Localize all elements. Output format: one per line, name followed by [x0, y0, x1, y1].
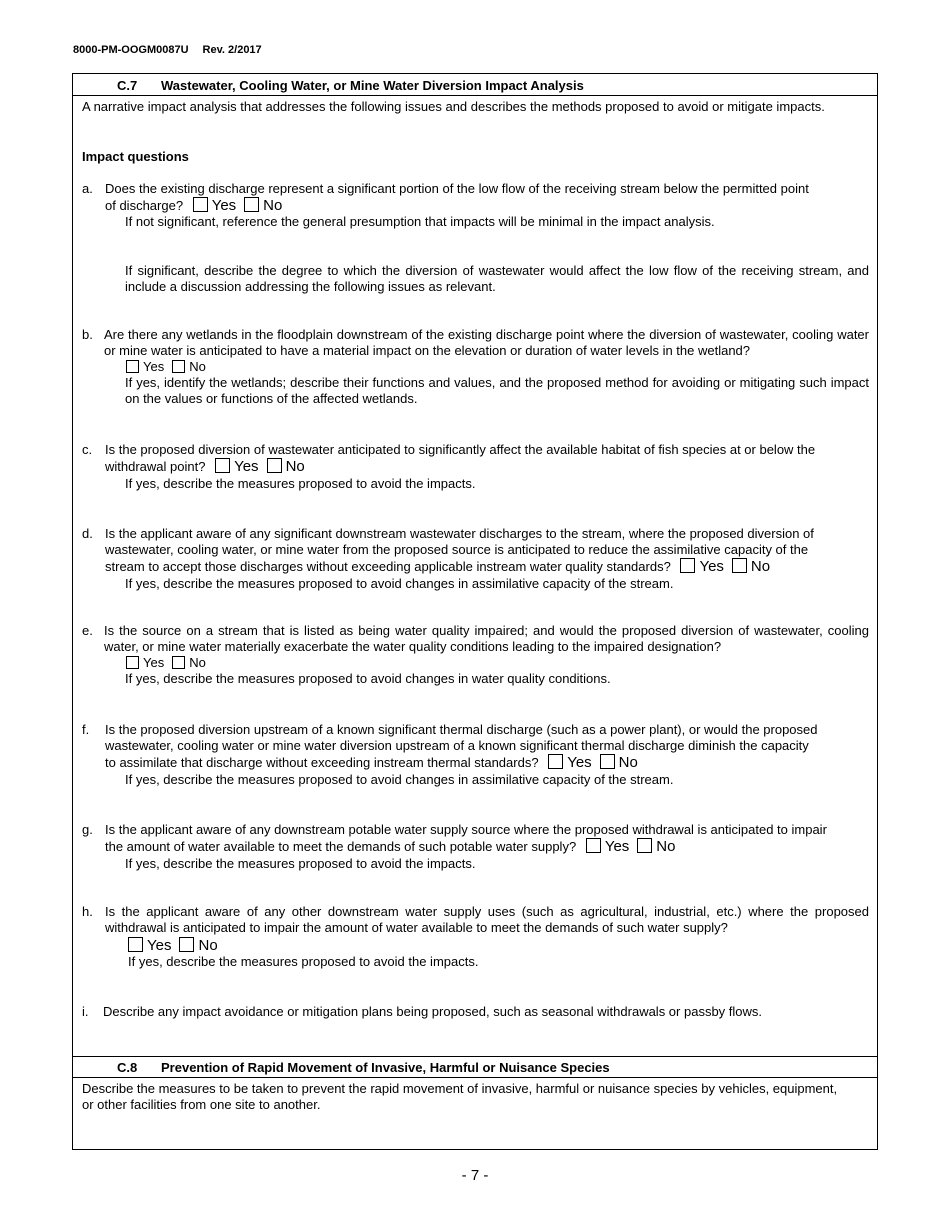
section-c8-text: Describe the measures to be taken to prevent the rapid movement of invasive, harmful or nuisance species by vehicles, equipment, or other facilities from one site to another.: [82, 1081, 838, 1112]
question-c-no-checkbox[interactable]: [267, 458, 282, 473]
question-e-letter: e.: [82, 623, 93, 638]
question-b-note: If yes, identify the wetlands; describe their functions and values, and the proposed method for avoiding or mitigating such impact on the values or functions of the affected wetlands.: [125, 375, 869, 406]
question-g-line2-row: [105, 838, 683, 855]
question-a-yes-label: Yes: [211, 197, 237, 214]
question-e-yes-label: Yes: [143, 655, 165, 670]
question-h-no-checkbox[interactable]: [179, 937, 194, 952]
question-f-note: If yes, describe the measures proposed to avoid changes in assimilative capacity of the stream.: [125, 772, 674, 787]
section-c8-title: Prevention of Rapid Movement of Invasive, Harmful or Nuisance Species: [161, 1060, 610, 1075]
section-c7-header: [73, 74, 877, 96]
question-d-yes-label: Yes: [699, 558, 724, 575]
impact-questions-heading: Impact questions: [82, 149, 189, 164]
question-h-yes-checkbox[interactable]: [128, 937, 143, 952]
question-g-letter: g.: [82, 822, 93, 837]
question-g-line2: the amount of water available to meet the demands of such potable water supply?: [105, 839, 577, 854]
question-a-letter: a.: [82, 181, 93, 196]
question-a-line1: Does the existing discharge represent a significant portion of the low flow of the receiving stream below the permitted point: [105, 181, 809, 196]
question-c-line2-row: [105, 458, 313, 475]
question-e-text: Is the source on a stream that is listed as being water quality impaired; and would the proposed diversion of wastewater, cooling water, or mine water materially exacerbate the water quality conditions leading to the impaired designation?: [104, 623, 869, 654]
question-e-no-checkbox[interactable]: [172, 656, 185, 669]
question-d-note: If yes, describe the measures proposed to avoid changes in assimilative capacity of the stream.: [125, 576, 674, 591]
question-d-line2: wastewater, cooling water, or mine water from the proposed source is anticipated to reduce the assimilative capacity of the: [105, 542, 809, 557]
question-h-letter: h.: [82, 904, 93, 919]
question-g-note: If yes, describe the measures proposed to avoid the impacts.: [125, 856, 476, 871]
question-d-line1: Is the applicant aware of any significant downstream wastewater discharges to the stream, where the proposed diversion of: [105, 526, 814, 541]
question-c-yes-label: Yes: [234, 458, 259, 475]
question-b-letter: b.: [82, 327, 93, 342]
question-c-line1: Is the proposed diversion of wastewater anticipated to significantly affect the available habitat of fish species at or below the: [105, 442, 816, 457]
question-a-line2-row: [105, 197, 869, 214]
question-c-no-label: No: [285, 458, 305, 475]
question-d-yes-checkbox[interactable]: [680, 558, 695, 573]
question-d-no-label: No: [750, 558, 771, 575]
section-c7-number: C.7: [117, 78, 138, 93]
question-a-line2: of discharge?: [105, 198, 184, 213]
question-f-letter: f.: [82, 722, 90, 737]
question-a-yes-checkbox[interactable]: [193, 197, 208, 212]
question-e-options: [126, 655, 214, 671]
question-b-yes-label: Yes: [143, 359, 165, 374]
section-c8-header: [73, 1056, 877, 1078]
question-a-note-significant: If significant, describe the degree to which the diversion of wastewater would affect the low flow of the receiving stream, and include a discussion addressing the following issues as relevant.: [125, 263, 869, 294]
question-f-no-checkbox[interactable]: [600, 754, 615, 769]
section-c7-intro: A narrative impact analysis that addresses the following issues and describes the methods proposed to avoid or mitigate impacts.: [82, 99, 825, 114]
question-h-no-label: No: [198, 937, 218, 954]
page-number: - 7 -: [461, 1167, 489, 1184]
question-i-text: Describe any impact avoidance or mitigation plans being proposed, such as seasonal withdrawals or passby flows.: [103, 1004, 763, 1019]
question-h-text: Is the applicant aware of any other downstream water supply uses (such as agricultural, industrial, etc.) where the proposed withdrawal is anticipated to impair the amount of water available to meet the demands of such water supply?: [105, 904, 869, 935]
question-c-line2: withdrawal point?: [105, 459, 206, 474]
question-f-line3-row: [105, 754, 646, 771]
question-b-options: [126, 359, 214, 375]
section-c7-title: Wastewater, Cooling Water, or Mine Water Diversion Impact Analysis: [161, 78, 584, 93]
question-f-line1: Is the proposed diversion upstream of a known significant thermal discharge (such as a power plant), or would the proposed: [105, 722, 818, 737]
question-e-yes-checkbox[interactable]: [126, 656, 139, 669]
question-e-note: If yes, describe the measures proposed to avoid changes in water quality conditions.: [125, 671, 611, 686]
question-d-line3: stream to accept those discharges without exceeding applicable instream water quality standards?: [105, 559, 671, 574]
question-g-line1: Is the applicant aware of any downstream potable water supply source where the proposed withdrawal is anticipated to impair: [105, 822, 827, 837]
form-header: [73, 44, 262, 56]
question-g-no-label: No: [656, 838, 676, 855]
question-b-yes-checkbox[interactable]: [126, 360, 139, 373]
question-d-letter: d.: [82, 526, 93, 541]
question-b-no-checkbox[interactable]: [172, 360, 185, 373]
section-c8-number: C.8: [117, 1060, 138, 1075]
question-c-note: If yes, describe the measures proposed to avoid the impacts.: [125, 476, 476, 491]
question-d-no-checkbox[interactable]: [732, 558, 747, 573]
question-c-letter: c.: [82, 442, 93, 457]
question-g-yes-label: Yes: [604, 838, 630, 855]
question-i-letter: i.: [82, 1004, 89, 1019]
question-b-text: Are there any wetlands in the floodplain downstream of the existing discharge point where the diversion of wastewater, cooling water or mine water is anticipated to have a material impact on the elevation or duration of water levels in the wetland?: [104, 327, 869, 358]
question-f-line3: to assimilate that discharge without exceeding instream thermal standards?: [105, 755, 539, 770]
question-d-line3-row: [105, 558, 778, 575]
form-id: 8000-PM-OOGM0087U: [73, 44, 189, 56]
question-g-no-checkbox[interactable]: [637, 838, 652, 853]
question-b-no-label: No: [189, 359, 206, 374]
question-a-no-label: No: [263, 197, 283, 214]
question-e-no-label: No: [189, 655, 206, 670]
question-f-line2: wastewater, cooling water or mine water diversion upstream of a known significant thermal discharge diminish the capacity: [105, 738, 809, 753]
question-c-yes-checkbox[interactable]: [215, 458, 230, 473]
question-h-options: [128, 937, 226, 954]
question-g-yes-checkbox[interactable]: [586, 838, 601, 853]
question-f-yes-label: Yes: [567, 754, 592, 771]
form-revision: Rev. 2/2017: [202, 44, 262, 56]
question-f-yes-checkbox[interactable]: [548, 754, 563, 769]
question-a-no-checkbox[interactable]: [244, 197, 259, 212]
question-a-note-not-significant: If not significant, reference the general presumption that impacts will be minimal in the impact analysis.: [125, 214, 715, 229]
question-f-no-label: No: [618, 754, 638, 771]
question-h-note: If yes, describe the measures proposed to avoid the impacts.: [128, 954, 479, 969]
question-h-yes-label: Yes: [147, 937, 172, 954]
form-frame: [72, 73, 878, 1150]
